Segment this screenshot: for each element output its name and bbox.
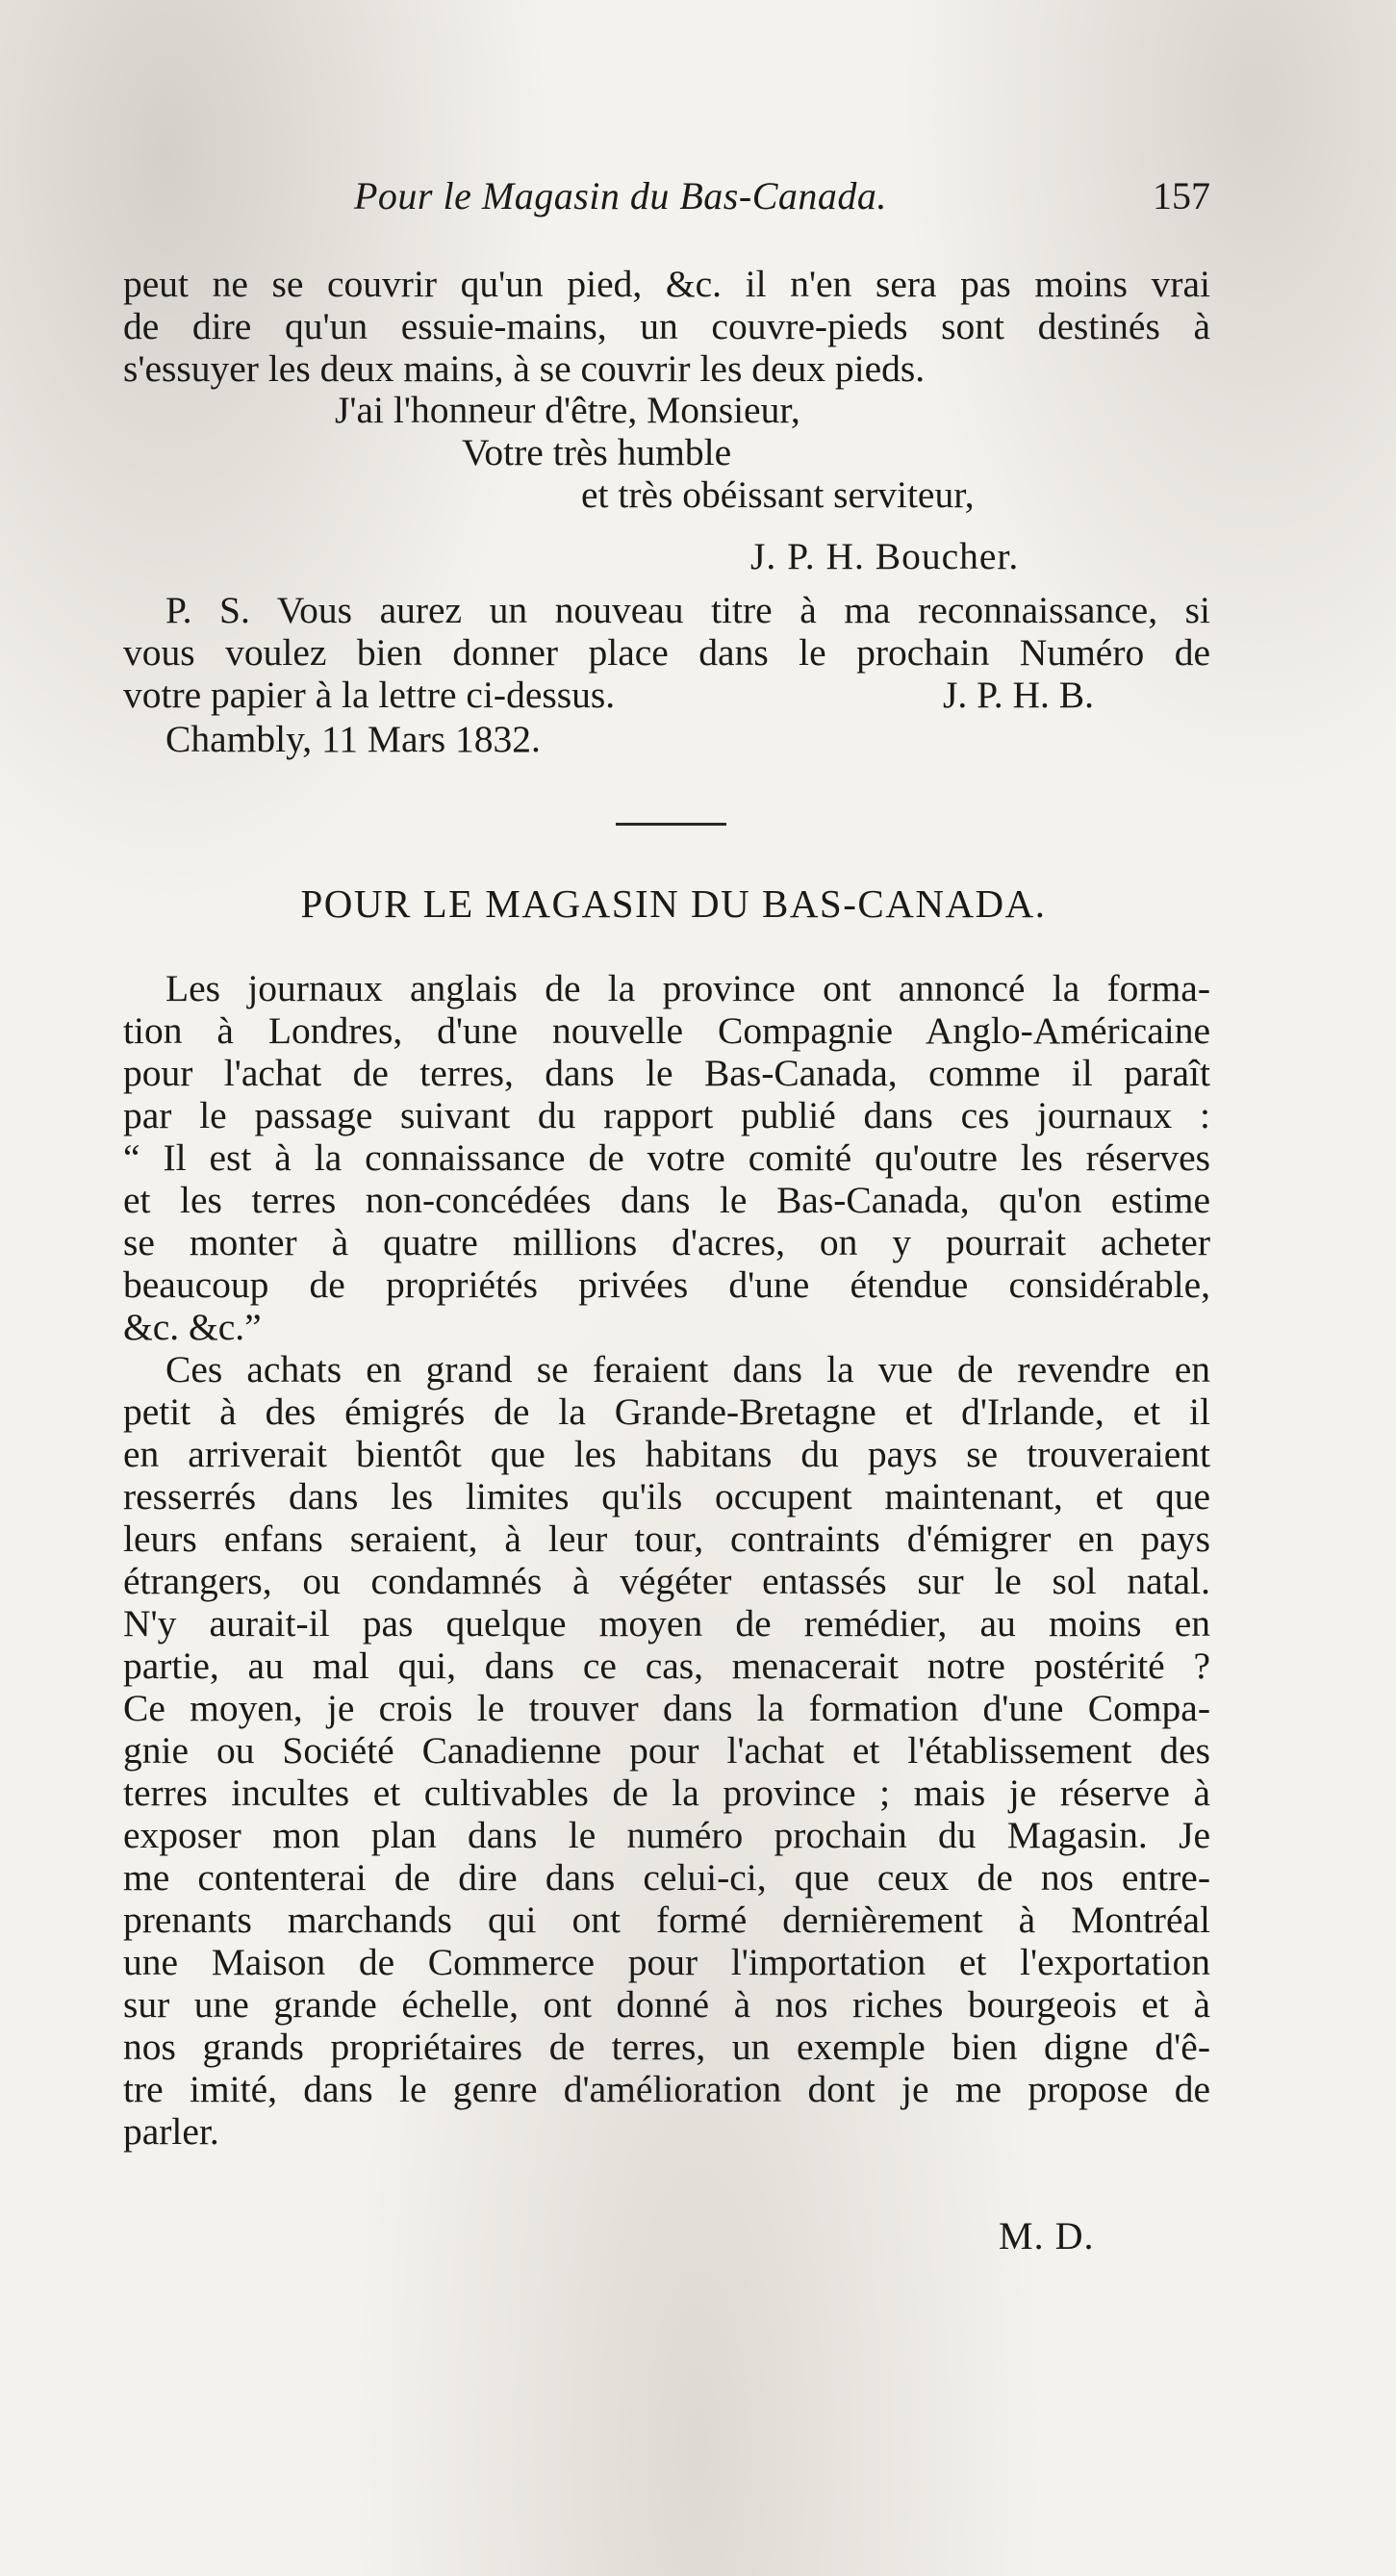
closing-salutation: J'ai l'honneur d'être, Monsieur,: [335, 389, 800, 431]
text-line: en arriverait bientôt que les habitans du pays se trouveraient: [123, 1433, 1210, 1475]
signature: J. P. H. Boucher.: [750, 535, 1020, 577]
text-line: &c. &c.”: [123, 1306, 262, 1348]
text-line: pour l'achat de terres, dans le Bas-Canada, comme il paraît: [123, 1052, 1210, 1094]
text-line: s'essuyer les deux mains, à se couvrir les deux pieds.: [123, 347, 926, 390]
postscript-initials: J. P. H. B.: [943, 674, 1094, 716]
text-line: nos grands propriétaires de terres, un exemple bien digne d'ê-: [123, 2026, 1210, 2068]
closing-line: et très obéissant serviteur,: [581, 473, 975, 516]
text-line: de dire qu'un essuie-mains, un couvre-pieds sont destinés à: [123, 305, 1210, 347]
text-line: gnie ou Société Canadienne pour l'achat et l'établissement des: [123, 1729, 1210, 1772]
text-line: P. S. Vous aurez un nouveau titre à ma reconnaissance, si: [165, 589, 1210, 631]
text-line: et les terres non-concédées dans le Bas-Canada, qu'on estime: [123, 1179, 1210, 1221]
section-divider: [616, 823, 726, 826]
page-header: [123, 173, 1210, 241]
text-line: me contenterai de dire dans celui-ci, que ceux de nos entre-: [123, 1856, 1210, 1899]
text-line: “ Il est à la connaissance de votre comité qu'outre les réserves: [123, 1136, 1210, 1179]
text-line: votre papier à la lettre ci-dessus.: [123, 674, 616, 716]
article-initials: M. D.: [999, 2214, 1095, 2257]
text-line: resserrés dans les limites qu'ils occupent maintenant, et que: [123, 1475, 1210, 1518]
text-line: N'y aurait-il pas quelque moyen de remédier, au moins en: [123, 1602, 1210, 1645]
text-line: sur une grande échelle, ont donné à nos riches bourgeois et à: [123, 1983, 1210, 2026]
text-line: étrangers, ou condamnés à végéter entassés sur le sol natal.: [123, 1560, 1210, 1602]
running-title: Pour le Magasin du Bas-Canada.: [354, 174, 887, 217]
text-line: prenants marchands qui ont formé dernièrement à Montréal: [123, 1899, 1210, 1941]
text-line: terres incultes et cultivables de la province ; mais je réserve à: [123, 1772, 1210, 1814]
text-line: tre imité, dans le genre d'amélioration dont je me propose de: [123, 2068, 1210, 2110]
page-number: 157: [1153, 174, 1210, 217]
text-line: petit à des émigrés de la Grande-Bretagne et d'Irlande, et il: [123, 1390, 1210, 1433]
article-body: [123, 967, 1210, 2153]
text-line: vous voulez bien donner place dans le prochain Numéro de: [123, 631, 1210, 674]
place-date: Chambly, 11 Mars 1832.: [165, 718, 541, 760]
text-line: leurs enfans seraient, à leur tour, contraints d'émigrer en pays: [123, 1518, 1210, 1560]
text-line: se monter à quatre millions d'acres, on y pourrait acheter: [123, 1221, 1210, 1263]
text-line: tion à Londres, d'une nouvelle Compagnie Anglo-Américaine: [123, 1009, 1210, 1052]
text-line: beaucoup de propriétés privées d'une étendue considérable,: [123, 1263, 1210, 1306]
text-line: par le passage suivant du rapport publié dans ces journaux :: [123, 1094, 1210, 1136]
text-line: Ce moyen, je crois le trouver dans la formation d'une Compa-: [123, 1687, 1210, 1729]
text-line: Les journaux anglais de la province ont annoncé la forma-: [165, 967, 1210, 1009]
text-line: parler.: [123, 2110, 219, 2153]
text-line: Ces achats en grand se feraient dans la vue de revendre en: [165, 1348, 1210, 1390]
text-line: une Maison de Commerce pour l'importation et l'exportation: [123, 1941, 1210, 1983]
text-line: exposer mon plan dans le numéro prochain du Magasin. Je: [123, 1814, 1210, 1856]
letter-end: [123, 263, 1210, 390]
section-title: POUR LE MAGASIN DU BAS-CANADA.: [300, 881, 1047, 926]
text-line: peut ne se couvrir qu'un pied, &c. il n'en sera pas moins vrai: [123, 263, 1210, 305]
text-line: partie, au mal qui, dans ce cas, menacerait notre postérité ?: [123, 1645, 1210, 1687]
closing-line: Votre très humble: [462, 431, 732, 473]
